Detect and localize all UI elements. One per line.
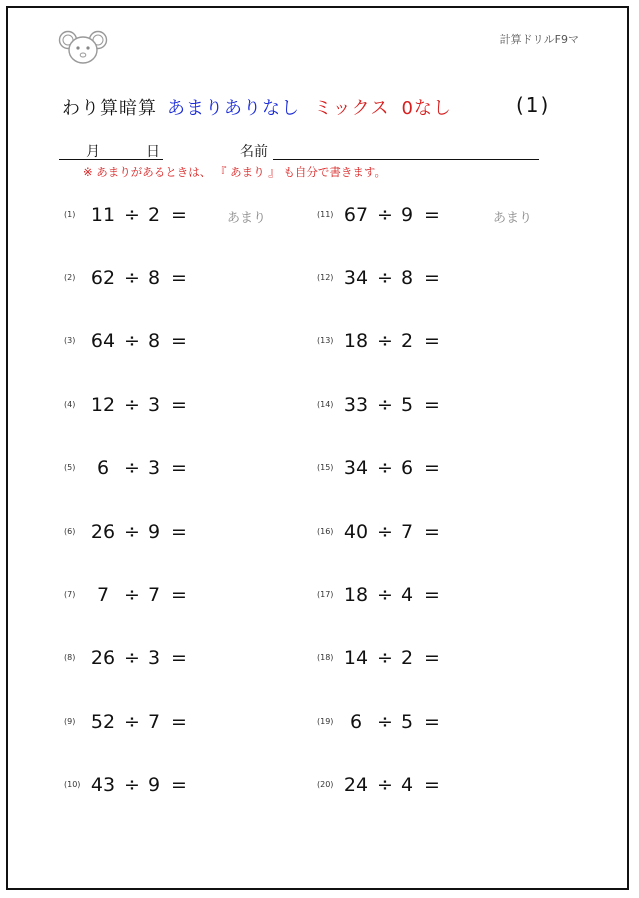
- problem-row: [317, 711, 577, 733]
- equals-sign: =: [171, 330, 187, 352]
- day-label: 日: [146, 144, 160, 160]
- divisor: 3: [147, 457, 161, 479]
- equals-sign: =: [424, 584, 440, 606]
- dividend: 18: [343, 584, 369, 606]
- equals-sign: =: [424, 457, 440, 479]
- divide-operator: ÷: [124, 774, 140, 796]
- remainder-hint: あまり: [493, 211, 533, 226]
- equals-sign: =: [171, 774, 187, 796]
- divide-operator: ÷: [377, 204, 393, 226]
- problem-row: [64, 204, 324, 226]
- divisor: 3: [147, 647, 161, 669]
- problem-row: [64, 457, 324, 479]
- problem-number: (20): [317, 780, 334, 789]
- divide-operator: ÷: [124, 267, 140, 289]
- problem-number: (16): [317, 527, 334, 536]
- problem-number: (18): [317, 653, 334, 662]
- title-option: 0なし: [401, 98, 452, 119]
- divide-operator: ÷: [377, 330, 393, 352]
- page-title: [62, 94, 452, 120]
- divide-operator: ÷: [124, 521, 140, 543]
- divide-operator: ÷: [124, 584, 140, 606]
- problem-number: (7): [64, 590, 76, 599]
- equals-sign: =: [424, 394, 440, 416]
- divide-operator: ÷: [124, 647, 140, 669]
- dividend: 34: [343, 457, 369, 479]
- problem-row: [64, 330, 324, 352]
- divisor: 9: [147, 521, 161, 543]
- problem-number: (3): [64, 336, 76, 345]
- date-field[interactable]: [59, 159, 163, 160]
- problem-row: [317, 267, 577, 289]
- divisor: 8: [147, 267, 161, 289]
- problem-number: (2): [64, 273, 76, 282]
- dividend: 24: [343, 774, 369, 796]
- divisor: 5: [400, 711, 414, 733]
- title-type: あまりありなし: [167, 98, 300, 119]
- dividend: 7: [96, 584, 110, 606]
- dividend: 40: [343, 521, 369, 543]
- dividend: 6: [349, 711, 363, 733]
- divisor: 2: [400, 647, 414, 669]
- name-label: 名前: [240, 144, 268, 160]
- divisor: 3: [147, 394, 161, 416]
- problem-number: (5): [64, 463, 76, 472]
- sheet-number: (1): [516, 93, 551, 117]
- problem-number: (11): [317, 210, 334, 219]
- brand-label: 計算ドリルF9マ: [499, 33, 579, 46]
- problem-number: (10): [64, 780, 81, 789]
- divide-operator: ÷: [377, 584, 393, 606]
- dividend: 26: [90, 647, 116, 669]
- divide-operator: ÷: [377, 711, 393, 733]
- divisor: 4: [400, 774, 414, 796]
- divide-operator: ÷: [124, 457, 140, 479]
- divisor: 2: [400, 330, 414, 352]
- problem-row: [317, 584, 577, 606]
- equals-sign: =: [424, 774, 440, 796]
- equals-sign: =: [171, 647, 187, 669]
- month-label: 月: [86, 144, 100, 160]
- divide-operator: ÷: [124, 711, 140, 733]
- divide-operator: ÷: [377, 267, 393, 289]
- dividend: 6: [96, 457, 110, 479]
- problem-row: [64, 584, 324, 606]
- equals-sign: =: [171, 394, 187, 416]
- equals-sign: =: [424, 267, 440, 289]
- instruction-note: ※ あまりがあるときは、 『 あまり 』 も自分で書きます。: [83, 165, 386, 179]
- dividend: 52: [90, 711, 116, 733]
- equals-sign: =: [171, 711, 187, 733]
- divide-operator: ÷: [377, 457, 393, 479]
- divisor: 9: [400, 204, 414, 226]
- equals-sign: =: [171, 584, 187, 606]
- problem-number: (19): [317, 717, 334, 726]
- problem-row: [317, 774, 577, 796]
- problem-row: [317, 521, 577, 543]
- worksheet: [6, 6, 629, 890]
- problem-row: [64, 774, 324, 796]
- dividend: 26: [90, 521, 116, 543]
- problem-row: [317, 457, 577, 479]
- problem-number: (14): [317, 400, 334, 409]
- title-mode: ミックス: [314, 98, 390, 119]
- problem-row: [64, 647, 324, 669]
- divisor: 6: [400, 457, 414, 479]
- problem-number: (6): [64, 527, 76, 536]
- equals-sign: =: [171, 204, 187, 226]
- dividend: 12: [90, 394, 116, 416]
- problem-row: [64, 394, 324, 416]
- divide-operator: ÷: [124, 394, 140, 416]
- problem-number: (13): [317, 336, 334, 345]
- dividend: 14: [343, 647, 369, 669]
- problem-number: (4): [64, 400, 76, 409]
- divisor: 4: [400, 584, 414, 606]
- equals-sign: =: [424, 330, 440, 352]
- dividend: 11: [90, 204, 116, 226]
- equals-sign: =: [171, 521, 187, 543]
- equals-sign: =: [424, 647, 440, 669]
- dividend: 64: [90, 330, 116, 352]
- problem-number: (1): [64, 210, 76, 219]
- problem-row: [317, 647, 577, 669]
- title-main: わり算暗算: [62, 98, 157, 119]
- problem-number: (15): [317, 463, 334, 472]
- dividend: 62: [90, 267, 116, 289]
- equals-sign: =: [171, 457, 187, 479]
- problem-row: [64, 267, 324, 289]
- divide-operator: ÷: [377, 647, 393, 669]
- problem-number: (17): [317, 590, 334, 599]
- dividend: 43: [90, 774, 116, 796]
- problem-row: [317, 204, 577, 226]
- divisor: 7: [400, 521, 414, 543]
- equals-sign: =: [171, 267, 187, 289]
- divide-operator: ÷: [124, 330, 140, 352]
- equals-sign: =: [424, 521, 440, 543]
- divisor: 9: [147, 774, 161, 796]
- divide-operator: ÷: [377, 394, 393, 416]
- problem-number: (9): [64, 717, 76, 726]
- problem-row: [64, 521, 324, 543]
- dividend: 33: [343, 394, 369, 416]
- divide-operator: ÷: [377, 774, 393, 796]
- dividend: 67: [343, 204, 369, 226]
- equals-sign: =: [424, 204, 440, 226]
- problem-row: [317, 330, 577, 352]
- problem-number: (8): [64, 653, 76, 662]
- divisor: 8: [400, 267, 414, 289]
- divisor: 7: [147, 711, 161, 733]
- divisor: 5: [400, 394, 414, 416]
- remainder-hint: あまり: [227, 211, 267, 226]
- equals-sign: =: [424, 711, 440, 733]
- divisor: 8: [147, 330, 161, 352]
- divisor: 2: [147, 204, 161, 226]
- dividend: 34: [343, 267, 369, 289]
- dividend: 18: [343, 330, 369, 352]
- problem-row: [317, 394, 577, 416]
- divide-operator: ÷: [377, 521, 393, 543]
- divisor: 7: [147, 584, 161, 606]
- name-field[interactable]: [273, 159, 539, 160]
- mouse-logo-icon: [58, 28, 108, 66]
- problem-row: [64, 711, 324, 733]
- divide-operator: ÷: [124, 204, 140, 226]
- problem-number: (12): [317, 273, 334, 282]
